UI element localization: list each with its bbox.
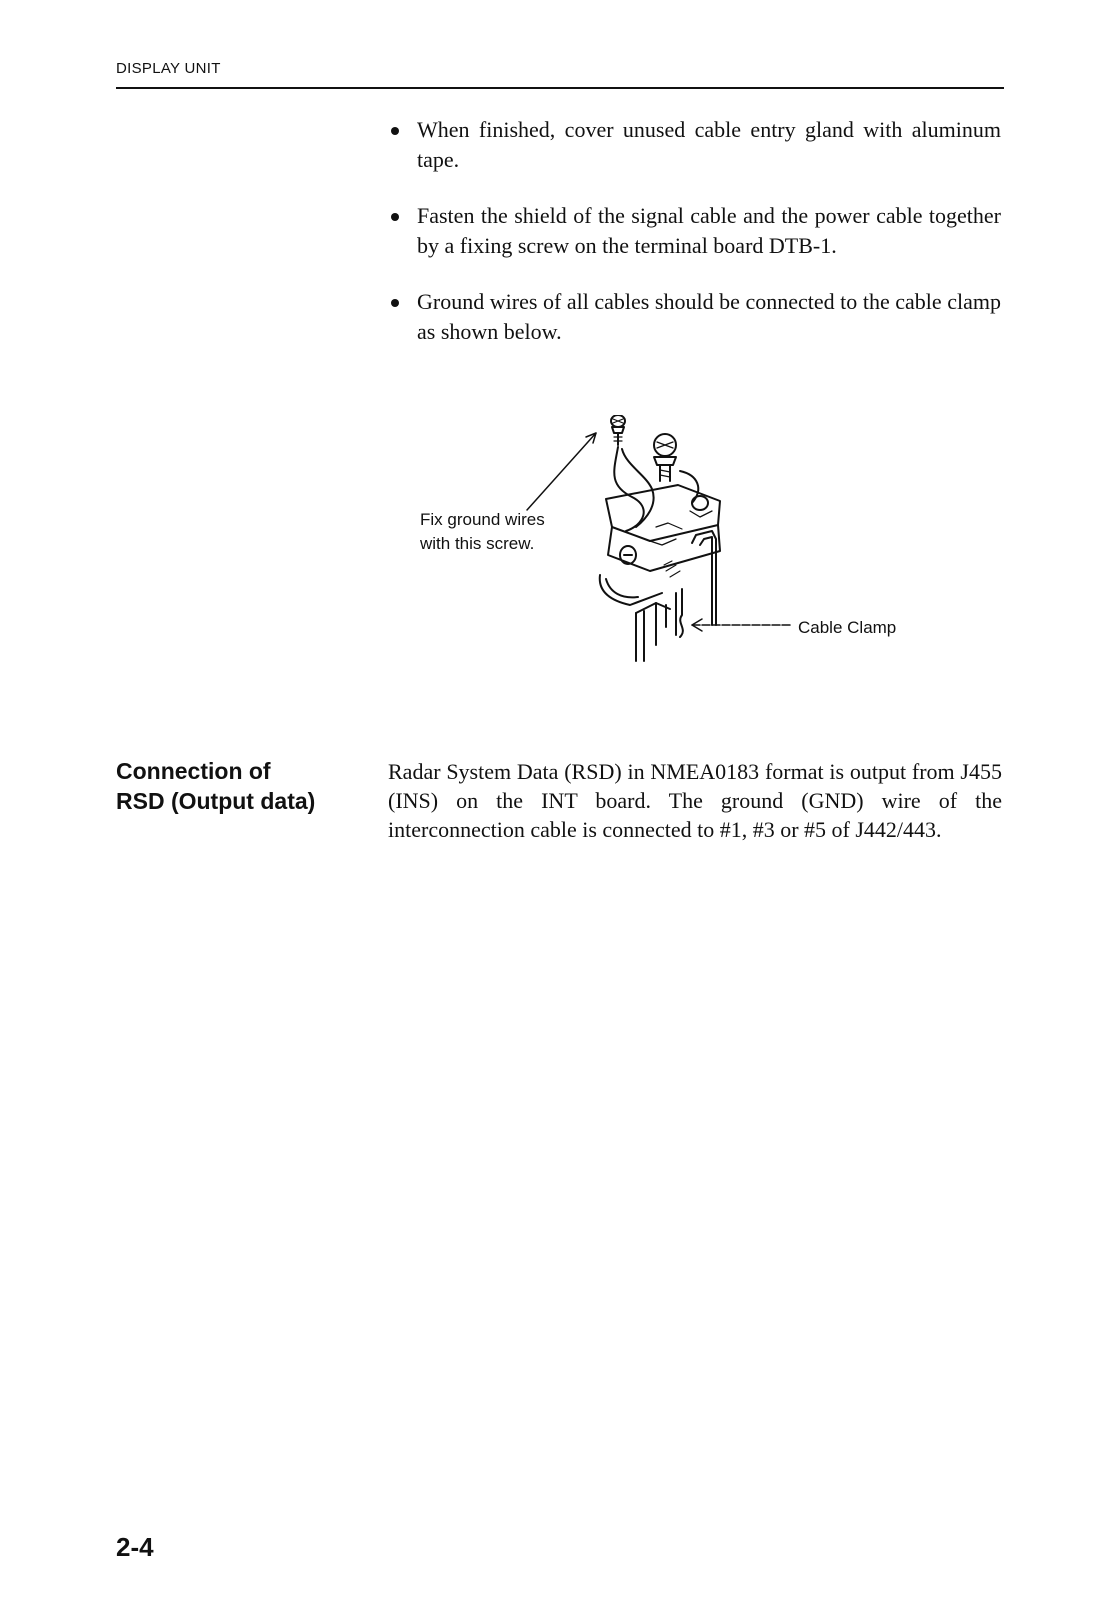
section-heading bbox=[116, 756, 315, 816]
page-number: 2-4 bbox=[116, 1532, 154, 1562]
cable-clamp-figure bbox=[400, 415, 920, 695]
list-item bbox=[389, 201, 1001, 261]
section-heading-line-1: Connection of bbox=[116, 758, 271, 784]
fix-label-line-1: Fix ground wires bbox=[420, 510, 545, 529]
list-item bbox=[389, 115, 1001, 175]
fix-ground-wires-label bbox=[420, 508, 545, 556]
section-heading-line-2: RSD (Output data) bbox=[116, 788, 316, 814]
bullet-icon bbox=[391, 127, 399, 135]
cable-clamp-label: Cable Clamp bbox=[798, 618, 897, 637]
list-item-text: Ground wires of all cables should be connected to the cable clamp as shown below. bbox=[417, 289, 1001, 344]
instruction-list bbox=[389, 115, 1001, 373]
list-item-text: Fasten the shield of the signal cable and the power cable together by a fixing screw on the terminal board DTB-1. bbox=[417, 203, 1001, 258]
running-header: DISPLAY UNIT bbox=[116, 60, 221, 77]
fix-label-line-2: with this screw. bbox=[420, 534, 535, 553]
list-item bbox=[389, 287, 1001, 347]
bullet-icon bbox=[391, 213, 399, 221]
list-item-text: When finished, cover unused cable entry gland with aluminum tape. bbox=[417, 117, 1001, 172]
bullet-icon bbox=[391, 299, 399, 307]
section-body: Radar System Data (RSD) in NMEA0183 format is output from J455 (INS) on the INT board. The ground (GND) wire of the interconnection cable is connected to #1, #3 or #5 of J442/443. bbox=[388, 759, 1002, 842]
header-rule bbox=[116, 87, 1004, 89]
